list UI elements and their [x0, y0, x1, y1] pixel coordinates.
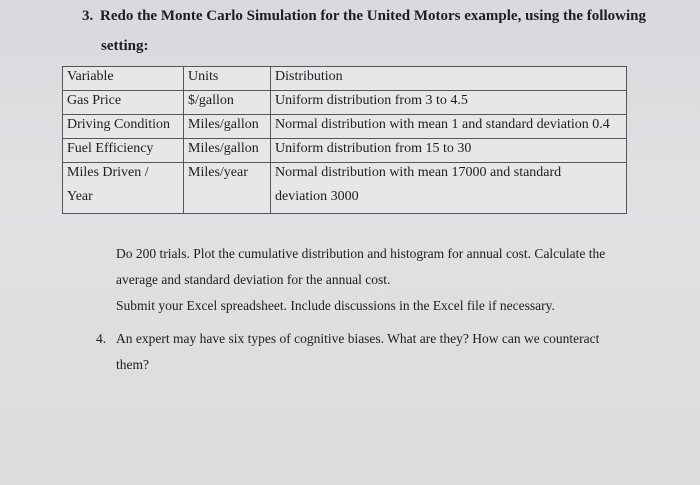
table-row [63, 163, 627, 214]
cell-units: Miles/gallon [184, 115, 271, 139]
cell-distribution: Uniform distribution from 15 to 30 [271, 139, 627, 163]
cell-variable: Fuel Efficiency [63, 139, 184, 163]
question-3-line1 [82, 8, 646, 25]
question-3-text: Redo the Monte Carlo Simulation for the United Motors example, using the following [100, 8, 646, 24]
table-row [63, 115, 627, 139]
question-3-line2: setting: [101, 38, 149, 54]
cell-distribution: Uniform distribution from 3 to 4.5 [271, 91, 627, 115]
header-distribution: Distribution [271, 67, 627, 91]
instructions-line1: Do 200 trials. Plot the cumulative distribution and histogram for annual cost. Calculate the [116, 246, 606, 261]
header-variable: Variable [63, 67, 184, 91]
table-row [63, 91, 627, 115]
header-units: Units [184, 67, 271, 91]
question-4 [96, 326, 636, 378]
cell-units: Miles/year [184, 163, 271, 214]
cell-variable-line1: Miles Driven / [67, 165, 149, 180]
cell-distribution-line2: deviation 3000 [275, 189, 359, 204]
table-row [63, 139, 627, 163]
cell-units: $/gallon [184, 91, 271, 115]
question-4-number: 4. [96, 331, 107, 346]
cell-variable-line2: Year [67, 189, 93, 204]
question-3-number: 3. [82, 8, 94, 24]
cell-variable: Gas Price [63, 91, 184, 115]
question-4-text: An expert may have six types of cognitive biases. What are they? How can we counteract [116, 331, 600, 346]
cell-distribution [271, 163, 627, 214]
cell-distribution-line1: Normal distribution with mean 17000 and standard [275, 165, 562, 180]
cell-distribution: Normal distribution with mean 1 and standard deviation 0.4 [271, 115, 627, 139]
question-4-line2: them? [116, 357, 149, 372]
cell-units: Miles/gallon [184, 139, 271, 163]
instructions-line3: Submit your Excel spreadsheet. Include discussions in the Excel file if necessary. [116, 298, 555, 313]
instructions-line2: average and standard deviation for the annual cost. [116, 272, 391, 287]
variables-table [62, 66, 627, 214]
instructions-paragraph [116, 241, 636, 319]
cell-variable [63, 163, 184, 214]
table-header-row [63, 67, 627, 91]
cell-variable: Driving Condition [63, 115, 184, 139]
